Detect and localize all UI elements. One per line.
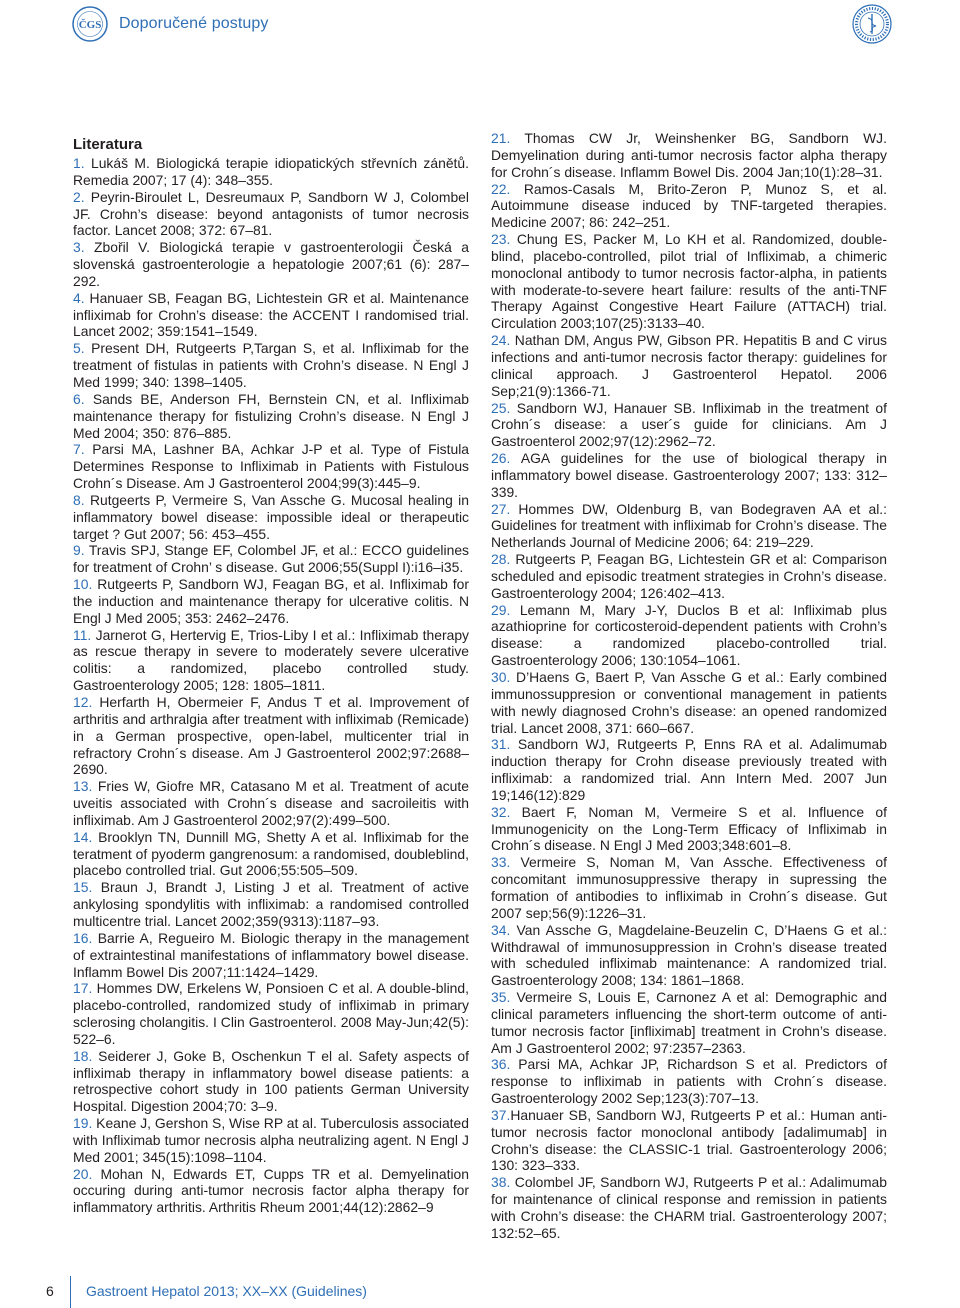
- reference-item: [73, 189, 469, 240]
- reference-number: 10.: [73, 576, 93, 593]
- reference-item: [73, 576, 469, 627]
- reference-text: AGA guidelines for the use of biological therapy in inflammatory bowel disease. Gastroenterology 2007; 133: 312–339.: [491, 450, 887, 500]
- reference-text: Sands BE, Anderson FH, Bernstein CN, et al. Infliximab maintenance therapy for fistulizing Crohn’s disease. N Engl J Med 2004; 350: 876–885.: [73, 390, 469, 441]
- reference-item: [73, 542, 469, 576]
- reference-number: 16.: [73, 929, 93, 946]
- reference-text: Rutgeerts P, Sandborn WJ, Feagan BG, et al. Infliximab for the induction and maintenance therapy for ulcerative colitis. N Engl J Med 2005; 353: 2462–2476.: [73, 576, 469, 626]
- reference-number: 19.: [73, 1115, 93, 1132]
- reference-text: Herfarth H, Obermeier F, Andus T et al. Improvement of arthritis and arthralgia after treatment with infliximab (Remicade) in a German prospective, open-label, multicenter trial in refractory Crohn´s disease. Am J Gastroenterol 2002;97:2688–2690.: [73, 694, 469, 778]
- reference-item: [491, 602, 887, 669]
- reference-text: Vermeire S, Louis E, Carnonez A et al: Demographic and clinical parameters influencing the short-term outcome of anti-tumor necrosis factor [infliximab] treatment in Crohn’s disease. Am J Gastroenterol 2002; 97:2357–2363.: [491, 989, 887, 1056]
- reference-list-right: [491, 130, 887, 1242]
- reference-number: 21.: [491, 130, 511, 146]
- reference-text: Chung ES, Packer M, Lo KH et al. Randomized, double-blind, placebo-controlled, pilot trial of Infliximab, a chimeric monoclonal antibody to tumor necrosis factor-alpha, in patients with moderate-to-severe heart failure: results of the anti-TNF Therapy Against Congestive Heart Failure (ATTACH) trial. Circulation 2003;107(25):3133–40.: [491, 231, 887, 332]
- reference-number: 9.: [73, 542, 85, 559]
- reference-item: [73, 340, 469, 391]
- reference-text: Seiderer J, Goke B, Oschenkun T el al. Safety aspects of infliximab therapy in inflammatory bowel disease patients: a retrospective cohort study in 100 patients German University Hospital. Digestion 2004;70: 3–9.: [73, 1047, 469, 1115]
- reference-number: 27.: [491, 500, 511, 517]
- cgs-logo-text: ČGS: [78, 19, 102, 31]
- reference-item: [491, 181, 887, 232]
- reference-number: 11.: [73, 626, 92, 643]
- reference-number: 31.: [491, 736, 511, 753]
- reference-item: [491, 854, 887, 921]
- reference-text: Nathan DM, Angus PW, Gibson PR. Hepatitis B and C virus infections and anti-tumor necrosis factor therapy: guidelines for clinical approach. J Gastroenterol Hepatol. 2006 Sep;21(9):1366-71.: [491, 332, 887, 399]
- reference-number: 29.: [491, 601, 511, 618]
- cls-jep-logo: [852, 4, 892, 44]
- footer-divider: [70, 1276, 71, 1308]
- reference-item: [73, 829, 469, 880]
- reference-list-left: [73, 155, 469, 1216]
- reference-item: [491, 669, 887, 736]
- reference-number: 3.: [73, 239, 85, 256]
- reference-item: [73, 778, 469, 829]
- reference-number: 1.: [73, 155, 85, 171]
- reference-text: Ramos-Casals M, Brito-Zeron P, Munoz S, et al. Autoimmune disease induced by TNF-targeted therapies. Medicine 2007; 86: 242–251.: [491, 180, 887, 231]
- reference-item: [491, 804, 887, 855]
- reference-number: 20.: [73, 1165, 93, 1182]
- reference-number: 25.: [491, 399, 511, 416]
- reference-number: 4.: [73, 289, 85, 306]
- reference-item: [73, 980, 469, 1047]
- reference-item: [73, 239, 469, 290]
- reference-text: Barrie A, Regueiro M. Biologic therapy in the management of extraintestinal manifestations of inflammatory bowel disease. Inflamm Bowel Dis 2007;11:1424–1429.: [73, 929, 469, 980]
- reference-text: Parsi MA, Lashner BA, Achkar J-P et al. Type of Fistula Determines Response to Infliximab in Patients with Fistulous Crohn´s Disease. Am J Gastroenterol 2004;99(3):445–9.: [73, 441, 469, 492]
- reference-item: [491, 922, 887, 989]
- reference-text: Parsi MA, Achkar JP, Richardson S et al. Predictors of response to infliximab in patients with Crohn´s disease. Gastroenterology 2002 Sep;123(3):707–13.: [491, 1056, 887, 1107]
- reference-text: Lemann M, Mary J-Y, Duclos B et al: Infliximab plus azathioprine for corticosteroid-dependent patients with Crohn’s disease: a randomized placebo-controlled trial. Gastroenterology 2006; 130:1054–1061.: [491, 601, 887, 669]
- reference-text: Jarnerot G, Hertervig E, Trios-Liby I et al.: Infliximab therapy as rescue therapy in severe to moderately severe ulcerative colitis: a randomized, placebo controlled study. Gastroenterology 2005; 128: 1805–1811.: [73, 626, 469, 694]
- reference-number: 22.: [491, 180, 511, 197]
- reference-item: [491, 1056, 887, 1107]
- reference-number: 33.: [491, 854, 511, 871]
- literature-heading: Literatura: [73, 136, 143, 153]
- reference-number: 5.: [73, 340, 85, 357]
- reference-text: Hommes DW, Erkelens W, Ponsioen C et al. A double-blind, placebo-controlled, randomized study of infliximab in primary sclerosing cholangitis. I Clin Gastroenterol. 2008 May-Jun;42(5): 522–6.: [73, 980, 469, 1047]
- reference-number: 15.: [73, 879, 93, 896]
- reference-item: [73, 1166, 469, 1217]
- reference-number: 8.: [73, 491, 85, 508]
- reference-number: 23.: [491, 231, 511, 248]
- reference-text: Baert F, Noman M, Vermeire S et al. Influence of Immunogenicity on the Long-Term Efficacy of Infliximab in Crohn´s disease. N Engl J Med 2003;348:601–8.: [491, 803, 887, 854]
- reference-item: [491, 989, 887, 1056]
- reference-number: 18.: [73, 1047, 93, 1064]
- reference-item: [73, 1048, 469, 1115]
- reference-text: Rutgeerts P, Feagan BG, Lichtestein GR et al: Comparison scheduled and episodic treatment strategies in Crohn’s disease. Gastroenterology 2004; 126:402–413.: [491, 551, 887, 601]
- reference-text: Rutgeerts P, Vermeire S, Van Assche G. Mucosal healing in inflammatory bowel disease: impossible ideal or therapeutic target ? Gut 2007; 56: 453–455.: [73, 491, 469, 542]
- reference-item: [491, 231, 887, 332]
- reference-text: Fries W, Giofre MR, Catasano M et al. Treatment of acute uveitis associated with Crohn´s disease and sacroileitis with infliximab. Am J Gastroenterol 2002;97(2):499–500.: [73, 778, 469, 828]
- right-column: [491, 130, 887, 1242]
- reference-item: [73, 627, 469, 694]
- page-number: 6: [46, 1283, 54, 1299]
- reference-number: 13.: [73, 778, 93, 795]
- reference-number: 14.: [73, 828, 93, 845]
- reference-number: 30.: [491, 669, 511, 685]
- reference-number: 37.: [491, 1106, 511, 1123]
- reference-text: Sandborn WJ, Rutgeerts P, Enns RA et al. Adalimumab induction therapy for Crohn disease previously treated with infliximab: a randomized trial. Ann Intern Med. 2007 Jun 19;146(12):829: [491, 736, 887, 803]
- reference-item: [491, 332, 887, 399]
- reference-text: Lukáš M. Biologická terapie idiopatických střevních zánětů. Remedia 2007; 17 (4): 348–355.: [73, 155, 469, 188]
- reference-item: [73, 155, 469, 189]
- reference-number: 36.: [491, 1056, 511, 1073]
- reference-text: Hanuaer SB, Feagan BG, Lichtestein GR et al. Maintenance infliximab for Crohn’s disease: the ACCENT I randomised trial. Lancet 2002; 359:1541–1549.: [73, 289, 469, 340]
- reference-text: Braun J, Brandt J, Listing J et al. Treatment of active ankylosing spondylitis with infliximab: a randomised controlled multicentre trial. Lancet 2002;359(9313):1187–93.: [73, 879, 469, 929]
- reference-item: [491, 450, 887, 501]
- reference-item: [73, 879, 469, 930]
- reference-text: D’Haens G, Baert P, Van Assche G et al.: Early combined immunossuppresion or conventional management in patients with newly diagnosed Crohn’s disease: an opened randomized trial. Lancet 2008, 371: 660–667.: [491, 669, 887, 736]
- page-header: [0, 0, 960, 48]
- reference-text: Colombel JF, Sandborn WJ, Rutgeerts P et al.: Adalimumab for maintenance of clinical response and remission in patients with Crohn’s disease: the CHARM trial. Gastroenterology 2007; 132:52–65.: [491, 1174, 887, 1241]
- reference-text: Travis SPJ, Stange EF, Colombel JF, et al.: ECCO guidelines for treatment of Crohn’ s disease. Gut 2006;55(Suppl I):i16–i35.: [73, 542, 469, 576]
- reference-text: Hanuaer SB, Sandborn WJ, Rutgeerts P et al.: Human anti-tumor necrosis factor monoclonal antibody [adalimumab] in Crohn’s disease: the CLASSIC-1 trial. Gastroenterology 2006; 130: 323–333.: [491, 1106, 887, 1174]
- reference-item: [491, 551, 887, 602]
- reference-item: [491, 400, 887, 451]
- reference-number: 17.: [73, 980, 93, 997]
- reference-item: [73, 290, 469, 341]
- reference-item: [491, 1107, 887, 1174]
- left-column: [73, 130, 469, 1216]
- page-footer: [0, 1276, 960, 1308]
- reference-text: Mohan N, Edwards ET, Cupps TR et al. Demyelination occuring during anti-tumor necrosis factor alpha therapy for inflammatory arthritis. Arthritis Rheum 2001;44(12):2862–9: [73, 1165, 469, 1216]
- reference-text: Peyrin-Biroulet L, Desreumaux P, Sandborn W J, Colombel JF. Crohn’s disease: beyond antagonists of tumor necrosis factor. Lancet 2008; 372: 67–81.: [73, 188, 469, 239]
- reference-item: [491, 736, 887, 803]
- reference-text: Brooklyn TN, Dunnill MG, Shetty A et al. Infliximab for the teratment of pyoderm gangrenosum: a randomised, doubleblind, placebo controlled trial. Gut 2006;55:505–509.: [73, 828, 469, 879]
- reference-text: Keane J, Gershon S, Wise RP at al. Tuberculosis associated with Infliximab tumor necrosis alpha neutralizing agent. N Engl J Med 2001; 345(15):1098–1104.: [73, 1115, 469, 1165]
- cgs-logo: [72, 6, 108, 42]
- reference-number: 12.: [73, 694, 93, 710]
- header-title: Doporučené postupy: [119, 15, 269, 32]
- reference-text: Sandborn WJ, Hanauer SB. Infliximab in the treatment of Crohn´s disease: a user´s guide for clinicians. Am J Gastroenterol 2002;97(12):2962–72.: [491, 399, 887, 450]
- reference-item: [73, 441, 469, 492]
- reference-text: Thomas CW Jr, Weinshenker BG, Sandborn WJ. Demyelination during anti-tumor necrosis factor alpha therapy for Crohn´s disease. Inflamm Bowel Dis. 2004 Jan;10(1):28–31.: [491, 130, 887, 180]
- reference-number: 24.: [491, 332, 511, 349]
- reference-item: [73, 930, 469, 981]
- reference-item: [73, 1115, 469, 1166]
- reference-number: 38.: [491, 1174, 511, 1191]
- reference-text: Zbořil V. Biologická terapie v gastroenterologii Česká a slovenská gastroenterologie a hepatologie 2007;61 (6): 287–292.: [73, 239, 469, 289]
- reference-number: 6.: [73, 390, 85, 407]
- reference-item: [491, 501, 887, 552]
- reference-number: 28.: [491, 551, 511, 568]
- reference-number: 2.: [73, 188, 85, 205]
- reference-text: Hommes DW, Oldenburg B, van Bodegraven AA et al.: Guidelines for treatment with infliximab for Crohn’s disease. The Netherlands Journal of Medicine 2006; 64: 219–229.: [491, 500, 887, 551]
- reference-number: 32.: [491, 803, 511, 820]
- reference-text: Van Assche G, Magdelaine-Beuzelin C, D’Haens G et al.: Withdrawal of immunosuppression in Crohn’s disease treated with scheduled infliximab maintenance: A randomized trial. Gastroenterology 2008; 134: 1861–1868.: [491, 921, 887, 989]
- reference-number: 7.: [73, 441, 85, 458]
- reference-text: Present DH, Rutgeerts P,Targan S, et al. Infliximab for the treatment of fistulas in patients with Crohn’s disease. N Engl J Med 1999; 340: 1398–1405.: [73, 340, 469, 390]
- reference-item: [73, 492, 469, 543]
- reference-item: [73, 694, 469, 778]
- reference-item: [491, 1174, 887, 1241]
- journal-citation: Gastroent Hepatol 2013; XX–XX (Guidelines): [86, 1283, 367, 1299]
- reference-number: 35.: [491, 989, 511, 1006]
- reference-text: Vermeire S, Noman M, Van Assche. Effectiveness of concomitant immunosuppressive therapy in supressing the formation of antibodies to infliximab in Crohn´s disease. Gut 2007 sep;56(9):1226–31.: [491, 854, 887, 921]
- reference-item: [491, 130, 887, 181]
- reference-item: [73, 391, 469, 442]
- reference-number: 34.: [491, 921, 511, 938]
- reference-number: 26.: [491, 450, 511, 467]
